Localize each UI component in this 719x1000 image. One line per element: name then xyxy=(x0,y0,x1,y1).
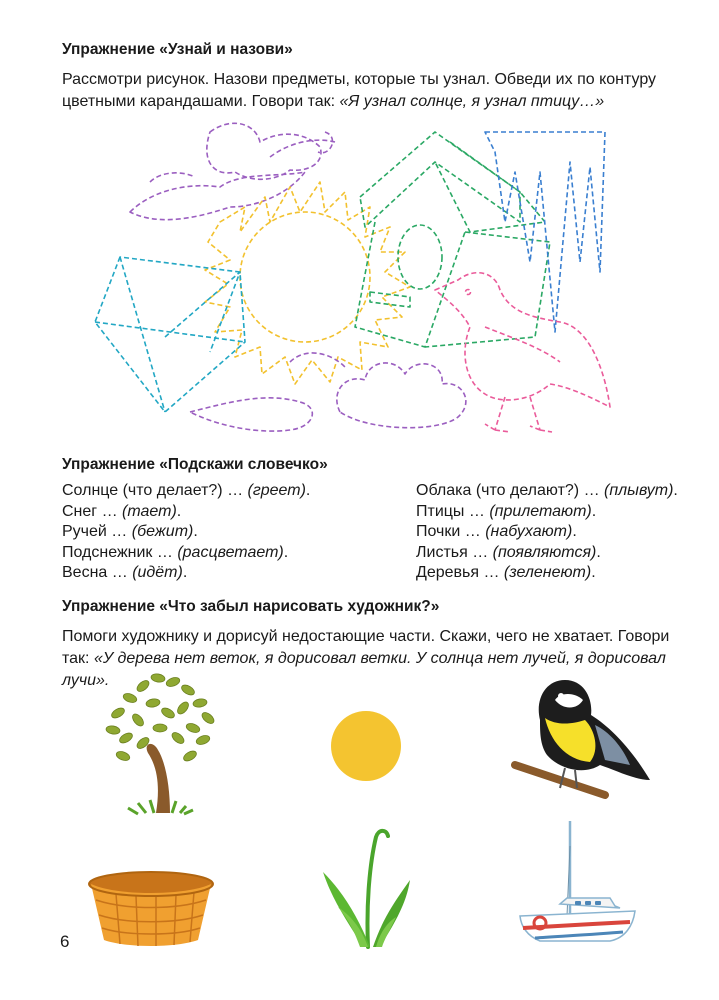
basket-without-handle-image xyxy=(86,870,216,948)
hint-row-spring: Весна … (идёт). xyxy=(62,564,188,581)
exercise3-example: «У дерева нет веток, я дорисовал ветки. У солнца нет лучей, я дорисовал лучи». xyxy=(62,650,666,689)
exercise1-text: Рассмотри рисунок. Назови предметы, которые ты узнал. Обведи их по контуру цветными карандашами. Говори так: xyxy=(62,71,657,110)
hint-row-snowdrop: Подснежник … (расцветает). xyxy=(62,543,289,561)
page-number: 6 xyxy=(60,932,70,951)
exercise3-title: Упражнение «Что забыл нарисовать художник?» xyxy=(62,598,440,615)
hint-row-clouds: Облака (что делают?) … (плывут). xyxy=(416,482,678,499)
bird-titmouse-image xyxy=(505,670,655,805)
kite-outline xyxy=(95,257,245,412)
exercise1-example: «Я узнал солнце, я узнал птицу…» xyxy=(339,93,605,110)
hint-row-stream: Ручей … (бежит). xyxy=(62,523,198,540)
tree-without-branches-image xyxy=(98,668,228,818)
exercise1-instructions xyxy=(62,69,682,113)
boat-without-sail-image xyxy=(515,816,645,951)
hint-row-snow: Снег … (тает). xyxy=(62,502,182,520)
hint-row-sun: Солнце (что делает?) … (греет). xyxy=(62,482,311,499)
exercise1-title: Упражнение «Узнай и назови» xyxy=(62,41,293,58)
cloud-outline xyxy=(190,353,466,431)
exercise2-title: Упражнение «Подскажи словечко» xyxy=(62,456,328,473)
bird-outline xyxy=(435,273,610,432)
hint-row-leaves: Листья … (появляются). xyxy=(416,543,601,561)
hidden-objects-drawing xyxy=(90,112,620,442)
word-hints-left-column xyxy=(62,481,310,584)
snowdrop-outline xyxy=(130,123,335,219)
snowdrop-without-flower-image xyxy=(318,822,414,952)
hint-row-trees: Деревья … (зеленеют). xyxy=(416,564,596,581)
icicles-outline xyxy=(485,132,605,332)
exercise3-text: Помоги художнику и дорисуй недостающие части. Скажи, чего не хватает. Говори так: xyxy=(62,628,670,667)
hint-row-birds: Птицы … (прилетают). xyxy=(416,502,597,520)
word-hints-right-column xyxy=(416,481,678,584)
sun-without-rays-image xyxy=(330,710,402,782)
hint-row-buds: Почки … (набухают). xyxy=(416,523,577,540)
